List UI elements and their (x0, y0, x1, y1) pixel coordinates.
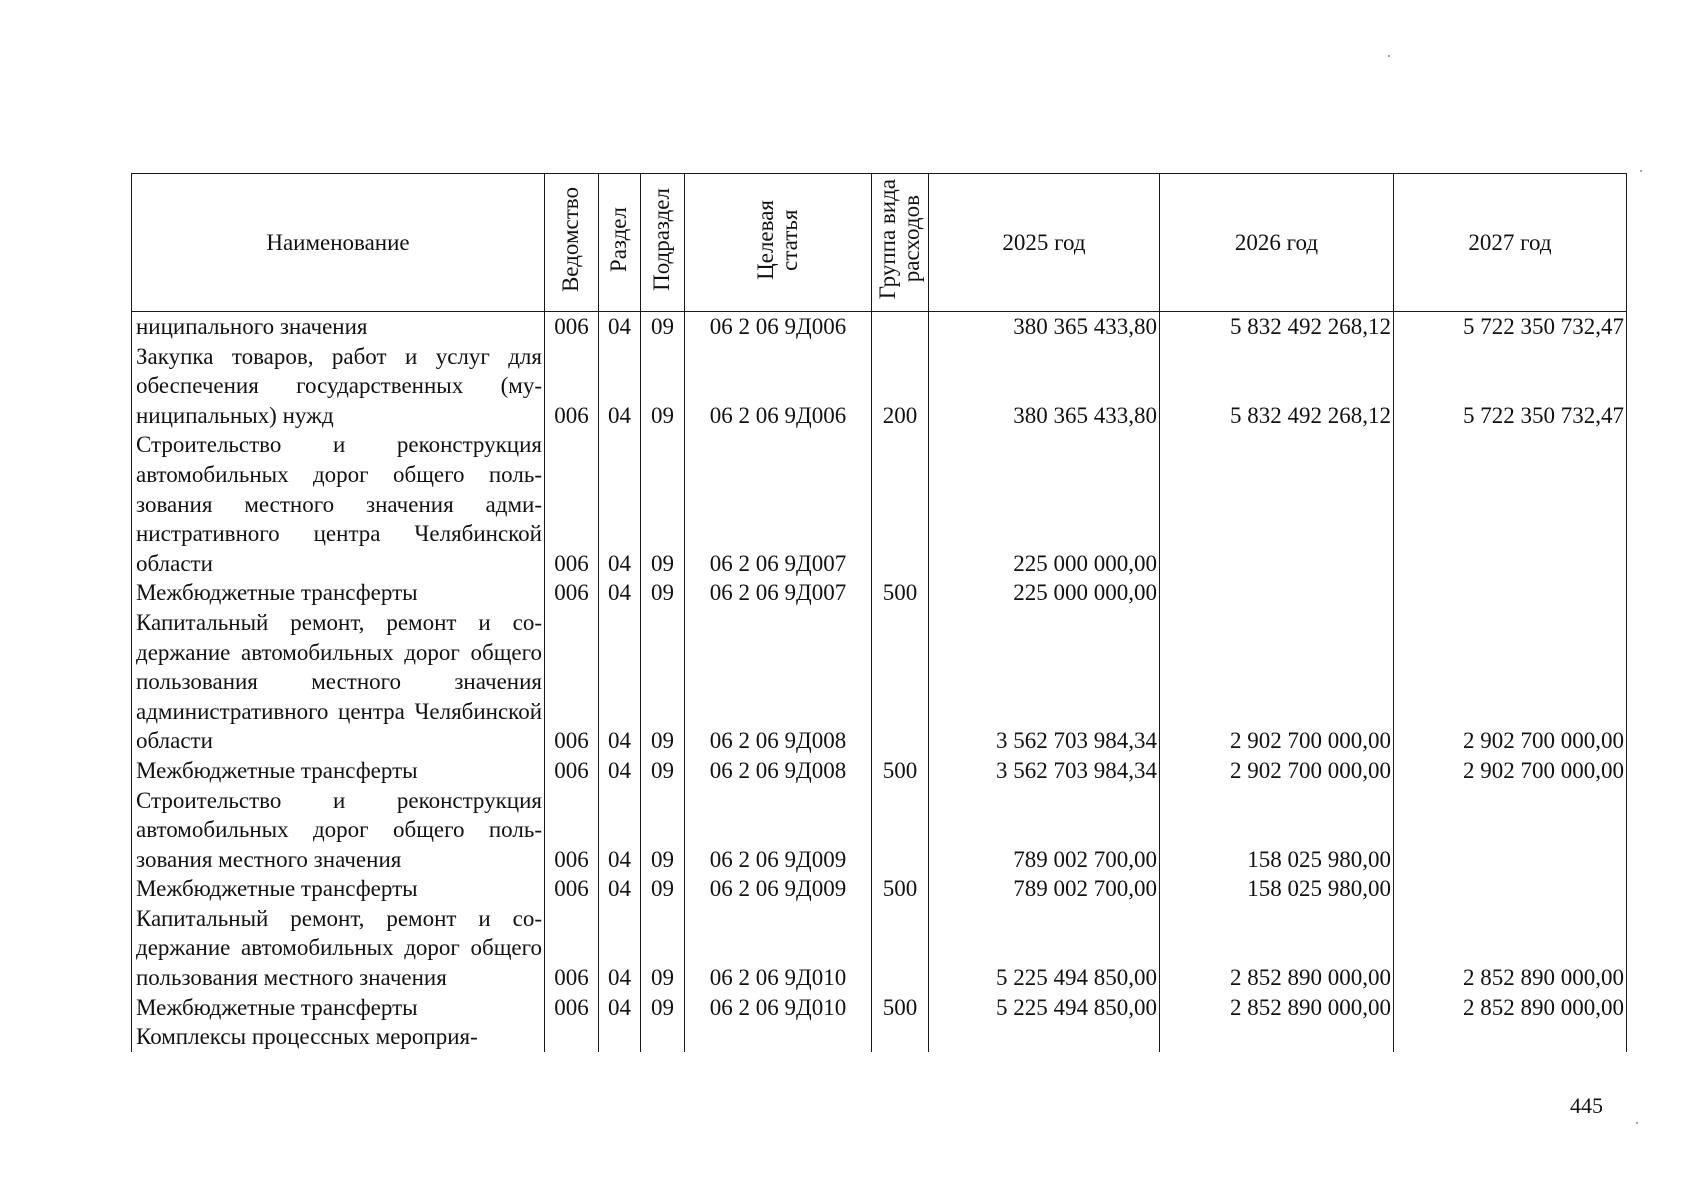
table-row (132, 904, 1627, 993)
cell-amount-2026: 2 852 890 000,00 (1160, 904, 1394, 993)
cell-name: Закупка товаров, работ и услуг для обеспечения государственных (муниципальных) нужд (132, 342, 545, 431)
cell-razdel: 04 (599, 993, 641, 1023)
cell-razdel: 04 (599, 608, 641, 756)
cell-amount-2025: 3 562 703 984,34 (929, 608, 1160, 756)
cell-amount-2026: 158 025 980,00 (1160, 874, 1394, 904)
cell-expense-group: 500 (872, 874, 929, 904)
cell-name: Капитальный ремонт, ремонт и содержание автомобильных дорог общего пользования местного значения (132, 904, 545, 993)
cell-amount-2026: 5 832 492 268,12 (1160, 312, 1394, 342)
cell-amount-2025: 5 225 494 850,00 (929, 904, 1160, 993)
cell-target-article: 06 2 06 9Д007 (685, 430, 872, 578)
cell-amount-2026 (1160, 1022, 1394, 1052)
cell-amount-2025: 789 002 700,00 (929, 786, 1160, 875)
cell-amount-2027 (1394, 786, 1627, 875)
cell-name: Межбюджетные трансферты (132, 874, 545, 904)
header-row (132, 174, 1627, 312)
cell-name: ниципального значения (132, 312, 545, 342)
table-row (132, 578, 1627, 608)
cell-target-article: 06 2 06 9Д008 (685, 608, 872, 756)
table-row (132, 608, 1627, 756)
cell-razdel: 04 (599, 904, 641, 993)
cell-expense-group (872, 312, 929, 342)
header-year-2026: 2026 год (1160, 174, 1394, 312)
page-number: 445 (1570, 1093, 1603, 1118)
cell-amount-2027 (1394, 430, 1627, 578)
cell-target-article: 06 2 06 9Д010 (685, 904, 872, 993)
cell-razdel: 04 (599, 312, 641, 342)
cell-target-article: 06 2 06 9Д009 (685, 874, 872, 904)
cell-razdel (599, 1022, 641, 1052)
cell-amount-2025: 789 002 700,00 (929, 874, 1160, 904)
cell-podrazdel: 09 (641, 756, 685, 786)
cell-podrazdel: 09 (641, 312, 685, 342)
cell-name: Межбюджетные трансферты (132, 756, 545, 786)
table-row (132, 786, 1627, 875)
cell-target-article: 06 2 06 9Д009 (685, 786, 872, 875)
cell-amount-2025: 225 000 000,00 (929, 430, 1160, 578)
budget-table (131, 173, 1627, 1052)
cell-amount-2025: 225 000 000,00 (929, 578, 1160, 608)
table-row (132, 1022, 1627, 1052)
cell-expense-group (872, 608, 929, 756)
cell-vedomstvo (545, 1022, 599, 1052)
cell-amount-2025: 380 365 433,80 (929, 312, 1160, 342)
cell-amount-2027: 2 902 700 000,00 (1394, 608, 1627, 756)
cell-podrazdel: 09 (641, 608, 685, 756)
cell-vedomstvo: 006 (545, 312, 599, 342)
cell-amount-2027: 5 722 350 732,47 (1394, 342, 1627, 431)
cell-podrazdel: 09 (641, 874, 685, 904)
cell-amount-2026: 2 902 700 000,00 (1160, 756, 1394, 786)
cell-vedomstvo: 006 (545, 786, 599, 875)
cell-name: Межбюджетные трансферты (132, 993, 545, 1023)
cell-target-article: 06 2 06 9Д006 (685, 342, 872, 431)
cell-amount-2025: 3 562 703 984,34 (929, 756, 1160, 786)
cell-amount-2026: 5 832 492 268,12 (1160, 342, 1394, 431)
cell-target-article: 06 2 06 9Д006 (685, 312, 872, 342)
cell-amount-2025: 5 225 494 850,00 (929, 993, 1160, 1023)
cell-razdel: 04 (599, 342, 641, 431)
table-row (132, 430, 1627, 578)
cell-amount-2027: 5 722 350 732,47 (1394, 312, 1627, 342)
cell-amount-2027 (1394, 1022, 1627, 1052)
cell-razdel: 04 (599, 756, 641, 786)
cell-expense-group: 500 (872, 756, 929, 786)
cell-podrazdel: 09 (641, 993, 685, 1023)
table-row (132, 342, 1627, 431)
cell-target-article: 06 2 06 9Д008 (685, 756, 872, 786)
cell-podrazdel: 09 (641, 578, 685, 608)
header-name: Наименование (132, 174, 545, 312)
cell-podrazdel: 09 (641, 342, 685, 431)
cell-vedomstvo: 006 (545, 993, 599, 1023)
cell-amount-2026 (1160, 578, 1394, 608)
scan-speck (1640, 170, 1642, 172)
cell-name: Межбюджетные трансферты (132, 578, 545, 608)
cell-podrazdel (641, 1022, 685, 1052)
cell-vedomstvo: 006 (545, 756, 599, 786)
cell-expense-group (872, 1022, 929, 1052)
cell-vedomstvo: 006 (545, 342, 599, 431)
cell-amount-2026: 158 025 980,00 (1160, 786, 1394, 875)
cell-target-article: 06 2 06 9Д010 (685, 993, 872, 1023)
cell-amount-2027 (1394, 578, 1627, 608)
header-podrazdel: Подраздел (641, 174, 685, 312)
header-razdel: Раздел (599, 174, 641, 312)
cell-razdel: 04 (599, 874, 641, 904)
header-vedomstvo: Ведомство (545, 174, 599, 312)
cell-podrazdel: 09 (641, 430, 685, 578)
cell-amount-2026: 2 902 700 000,00 (1160, 608, 1394, 756)
scan-speck (1388, 55, 1390, 57)
table-row (132, 756, 1627, 786)
header-expense-group: Группа вида расходов (872, 174, 929, 312)
cell-target-article (685, 1022, 872, 1052)
header-year-2025: 2025 год (929, 174, 1160, 312)
cell-target-article: 06 2 06 9Д007 (685, 578, 872, 608)
scan-speck (1636, 1122, 1638, 1124)
cell-expense-group: 500 (872, 578, 929, 608)
cell-amount-2026 (1160, 430, 1394, 578)
table-row (132, 312, 1627, 342)
cell-podrazdel: 09 (641, 786, 685, 875)
cell-vedomstvo: 006 (545, 578, 599, 608)
cell-amount-2027 (1394, 874, 1627, 904)
table-body (132, 312, 1627, 1052)
table-row (132, 874, 1627, 904)
cell-amount-2026: 2 852 890 000,00 (1160, 993, 1394, 1023)
cell-razdel: 04 (599, 578, 641, 608)
cell-expense-group (872, 786, 929, 875)
cell-name: Строительство и реконструкция автомобильных дорог общего пользования местного значения административного центра Челябинской области (132, 430, 545, 578)
cell-podrazdel: 09 (641, 904, 685, 993)
cell-razdel: 04 (599, 786, 641, 875)
cell-vedomstvo: 006 (545, 608, 599, 756)
cell-name: Капитальный ремонт, ремонт и содержание автомобильных дорог общего пользования местного значения административного центра Челябинской области (132, 608, 545, 756)
cell-expense-group: 500 (872, 993, 929, 1023)
cell-vedomstvo: 006 (545, 904, 599, 993)
cell-amount-2027: 2 902 700 000,00 (1394, 756, 1627, 786)
cell-name: Комплексы процессных мероприя- (132, 1022, 545, 1052)
header-year-2027: 2027 год (1394, 174, 1627, 312)
cell-name: Строительство и реконструкция автомобильных дорог общего пользования местного значения (132, 786, 545, 875)
cell-amount-2025 (929, 1022, 1160, 1052)
cell-expense-group: 200 (872, 342, 929, 431)
cell-expense-group (872, 430, 929, 578)
cell-amount-2027: 2 852 890 000,00 (1394, 904, 1627, 993)
cell-amount-2025: 380 365 433,80 (929, 342, 1160, 431)
table-row (132, 993, 1627, 1023)
cell-vedomstvo: 006 (545, 874, 599, 904)
cell-razdel: 04 (599, 430, 641, 578)
cell-expense-group (872, 904, 929, 993)
cell-amount-2027: 2 852 890 000,00 (1394, 993, 1627, 1023)
cell-vedomstvo: 006 (545, 430, 599, 578)
header-target-article: Целевая статья (685, 174, 872, 312)
